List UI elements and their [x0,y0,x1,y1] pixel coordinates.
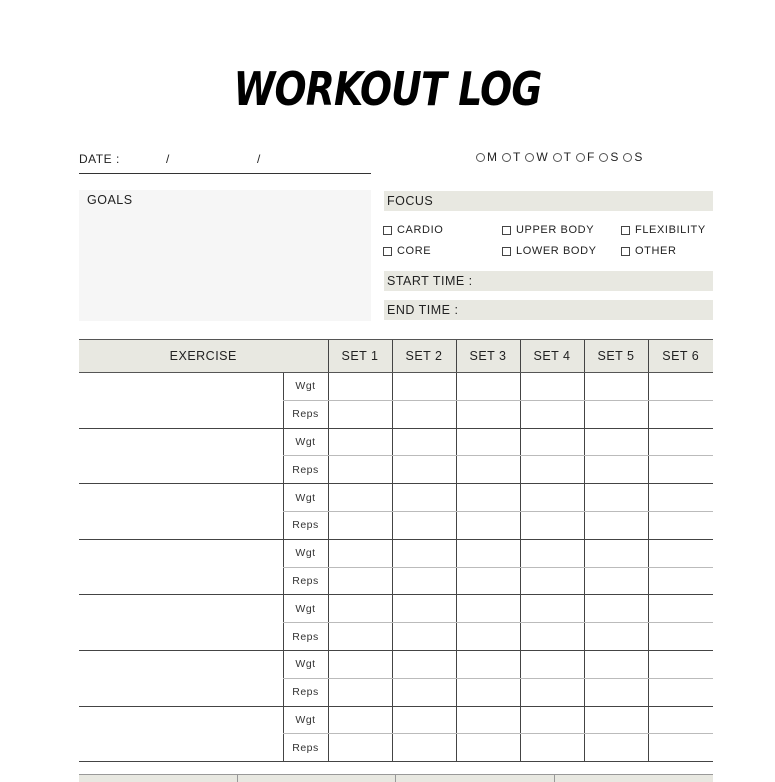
radio-circle-icon[interactable] [623,153,632,162]
set-entry-cell[interactable] [456,734,520,762]
start-time-field[interactable]: START TIME : [384,271,713,291]
set-entry-cell[interactable] [648,484,713,512]
next-section-edge [79,774,713,782]
set-entry-cell[interactable] [328,456,392,484]
checkbox-icon[interactable] [502,226,511,235]
set-entry-cell[interactable] [520,539,584,567]
date-separator: / [166,152,170,166]
set-entry-cell[interactable] [648,734,713,762]
day-option[interactable]: F [576,150,595,164]
set-entry-cell[interactable] [456,484,520,512]
set-entry-cell[interactable] [328,484,392,512]
table-row [79,373,713,401]
radio-circle-icon[interactable] [502,153,511,162]
set-column-header: SET 3 [456,340,520,373]
set-entry-cell[interactable] [648,511,713,539]
set-entry-cell[interactable] [584,623,648,651]
exercise-name-cell[interactable] [79,539,283,595]
set-entry-cell[interactable] [520,567,584,595]
set-entry-cell[interactable] [648,373,713,401]
set-entry-cell[interactable] [584,539,648,567]
set-entry-cell[interactable] [648,623,713,651]
set-entry-cell[interactable] [392,484,456,512]
set-entry-cell[interactable] [520,706,584,734]
focus-option-upper-body[interactable]: UPPER BODY [502,224,594,236]
weight-label: Wgt [283,650,328,678]
day-option[interactable]: S [599,150,619,164]
set-entry-cell[interactable] [328,567,392,595]
weekday-selector [476,150,647,164]
set-entry-cell[interactable] [456,650,520,678]
set-entry-cell[interactable] [328,678,392,706]
set-entry-cell[interactable] [584,484,648,512]
set-entry-cell[interactable] [392,734,456,762]
set-entry-cell[interactable] [520,678,584,706]
checkbox-icon[interactable] [383,226,392,235]
set-entry-cell[interactable] [456,400,520,428]
set-entry-cell[interactable] [520,400,584,428]
set-entry-cell[interactable] [456,373,520,401]
set-entry-cell[interactable] [392,456,456,484]
set-column-header: SET 2 [392,340,456,373]
weight-label: Wgt [283,484,328,512]
weight-label: Wgt [283,539,328,567]
checkbox-icon[interactable] [621,226,630,235]
set-column-header: SET 4 [520,340,584,373]
set-entry-cell[interactable] [328,734,392,762]
set-entry-cell[interactable] [328,373,392,401]
reps-label: Reps [283,511,328,539]
set-entry-cell[interactable] [392,650,456,678]
exercise-column-header: EXERCISE [79,340,328,373]
set-entry-cell[interactable] [648,567,713,595]
set-entry-cell[interactable] [648,428,713,456]
exercise-name-cell[interactable] [79,706,283,762]
set-entry-cell[interactable] [584,706,648,734]
set-entry-cell[interactable] [456,428,520,456]
weight-label: Wgt [283,595,328,623]
reps-label: Reps [283,400,328,428]
goals-label: GOALS [87,193,133,207]
set-entry-cell[interactable] [328,623,392,651]
set-entry-cell[interactable] [648,400,713,428]
set-entry-cell[interactable] [584,678,648,706]
table-row [79,706,713,734]
set-column-header: SET 5 [584,340,648,373]
weight-label: Wgt [283,706,328,734]
set-entry-cell[interactable] [392,678,456,706]
set-entry-cell[interactable] [392,428,456,456]
set-entry-cell[interactable] [520,623,584,651]
page-title: WORKOUT LOG [233,62,542,116]
reps-label: Reps [283,567,328,595]
day-option[interactable]: W [525,150,548,164]
set-entry-cell[interactable] [456,623,520,651]
set-entry-cell[interactable] [584,511,648,539]
focus-header: FOCUS [384,191,713,211]
set-entry-cell[interactable] [520,456,584,484]
checkbox-icon[interactable] [502,247,511,256]
set-entry-cell[interactable] [392,511,456,539]
radio-circle-icon[interactable] [576,153,585,162]
day-option[interactable]: T [553,150,572,164]
set-entry-cell[interactable] [328,539,392,567]
table-row [79,484,713,512]
set-entry-cell[interactable] [584,595,648,623]
table-row [79,428,713,456]
weight-label: Wgt [283,373,328,401]
table-row [79,595,713,623]
date-label: DATE : [79,152,120,166]
set-entry-cell[interactable] [392,373,456,401]
set-entry-cell[interactable] [328,650,392,678]
set-entry-cell[interactable] [392,400,456,428]
focus-option-other[interactable]: OTHER [621,245,677,257]
radio-circle-icon[interactable] [553,153,562,162]
set-entry-cell[interactable] [456,595,520,623]
day-option[interactable]: S [623,150,643,164]
set-column-header: SET 6 [648,340,713,373]
radio-circle-icon[interactable] [476,153,485,162]
set-entry-cell[interactable] [392,539,456,567]
set-entry-cell[interactable] [584,456,648,484]
set-entry-cell[interactable] [520,650,584,678]
set-entry-cell[interactable] [584,650,648,678]
focus-option-cardio[interactable]: CARDIO [383,224,443,236]
focus-option-lower-body[interactable]: LOWER BODY [502,245,597,257]
reps-label: Reps [283,678,328,706]
checkbox-icon[interactable] [621,247,630,256]
focus-option-flexibility[interactable]: FLEXIBILITY [621,224,706,236]
set-entry-cell[interactable] [648,650,713,678]
set-entry-cell[interactable] [584,734,648,762]
exercise-name-cell[interactable] [79,484,283,540]
set-entry-cell[interactable] [328,706,392,734]
set-entry-cell[interactable] [520,595,584,623]
table-row [79,539,713,567]
weight-label: Wgt [283,428,328,456]
set-entry-cell[interactable] [392,706,456,734]
set-entry-cell[interactable] [584,373,648,401]
set-entry-cell[interactable] [456,678,520,706]
set-entry-cell[interactable] [520,484,584,512]
set-entry-cell[interactable] [392,567,456,595]
set-entry-cell[interactable] [392,595,456,623]
set-entry-cell[interactable] [328,595,392,623]
set-entry-cell[interactable] [456,456,520,484]
set-entry-cell[interactable] [648,678,713,706]
day-option[interactable]: M [476,150,498,164]
set-entry-cell[interactable] [584,400,648,428]
exercise-name-cell[interactable] [79,428,283,484]
reps-label: Reps [283,734,328,762]
set-entry-cell[interactable] [456,706,520,734]
exercise-name-cell[interactable] [79,650,283,706]
table-body [79,373,713,762]
workout-table [79,339,713,762]
set-entry-cell[interactable] [584,567,648,595]
day-option[interactable]: T [502,150,521,164]
set-entry-cell[interactable] [648,706,713,734]
reps-label: Reps [283,456,328,484]
date-separator: / [257,152,261,166]
end-time-field[interactable]: END TIME : [384,300,713,320]
focus-option-core[interactable]: CORE [383,245,431,257]
table-header-row [79,340,713,373]
set-entry-cell[interactable] [520,428,584,456]
exercise-name-cell[interactable] [79,373,283,429]
goals-box[interactable] [79,190,371,321]
set-entry-cell[interactable] [584,428,648,456]
set-entry-cell[interactable] [648,539,713,567]
table-row [79,650,713,678]
set-entry-cell[interactable] [392,623,456,651]
set-entry-cell[interactable] [520,373,584,401]
set-entry-cell[interactable] [456,567,520,595]
reps-label: Reps [283,623,328,651]
checkbox-icon[interactable] [383,247,392,256]
set-entry-cell[interactable] [328,511,392,539]
set-entry-cell[interactable] [520,734,584,762]
exercise-name-cell[interactable] [79,595,283,651]
set-entry-cell[interactable] [520,511,584,539]
set-entry-cell[interactable] [328,428,392,456]
set-column-header: SET 1 [328,340,392,373]
set-entry-cell[interactable] [456,539,520,567]
date-field[interactable] [79,150,371,174]
radio-circle-icon[interactable] [599,153,608,162]
set-entry-cell[interactable] [648,595,713,623]
set-entry-cell[interactable] [648,456,713,484]
set-entry-cell[interactable] [456,511,520,539]
radio-circle-icon[interactable] [525,153,534,162]
set-entry-cell[interactable] [328,400,392,428]
